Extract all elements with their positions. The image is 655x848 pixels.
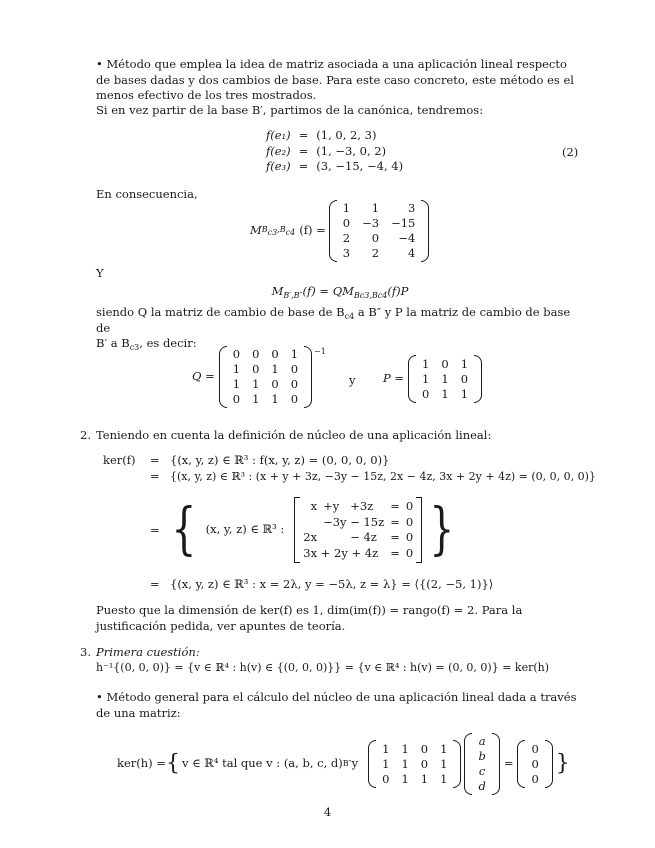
matrix-cell: 1 <box>420 771 429 786</box>
ker-h-equation: ker(h) = { v ∈ ℝ⁴ tal que v : (a, b, c, d) B″ y 1 1 0 1 1 1 0 1 0 1 1 1 a b c d = 0 0 0 } <box>117 734 570 793</box>
matrix-p <box>416 357 474 402</box>
matrix-cell: 1 <box>382 741 390 756</box>
matrix-cell: 1 <box>271 362 279 376</box>
right-brace: } <box>555 751 570 777</box>
vector-cell: a <box>478 734 486 748</box>
matrix-cell: 2 <box>342 231 351 245</box>
sys-term: − 4z <box>350 530 377 544</box>
matrix-cell: 0 <box>420 741 429 756</box>
matrix-m <box>337 201 422 261</box>
eq2-rel: = <box>298 159 309 173</box>
matrix-q-equation <box>192 346 326 408</box>
matrix-cell: 0 <box>232 347 241 361</box>
eq2-rhs: (1, 0, 2, 3) <box>316 128 377 142</box>
matrix-cell: 0 <box>271 377 279 391</box>
eq2-rel: = <box>298 143 309 158</box>
matrix-cell: 1 <box>440 771 448 786</box>
sys-term: +y <box>323 499 340 513</box>
right-paren <box>304 346 312 408</box>
matrix-cell: 0 <box>290 377 299 391</box>
matrix-cell: 0 <box>290 392 299 406</box>
m-label-sub2: c3 <box>267 227 278 237</box>
sys-rhs: 0 <box>405 514 414 529</box>
eq2-rhs: (3, −15, −4, 4) <box>316 159 404 173</box>
matrix-cell: 3 <box>408 201 416 215</box>
item-3-metodo: • Método general para el cálculo del núcleo de una aplicación lineal dada a través de una matriz: <box>96 690 577 720</box>
matrix-h <box>376 742 453 787</box>
equation-number: (2) <box>562 145 579 159</box>
right-paren <box>453 740 461 788</box>
m-label-sub: B <box>261 224 268 234</box>
matrix-cell: 0 <box>271 347 279 361</box>
vector-cell: d <box>478 779 486 793</box>
matrix-cell: 1 <box>382 756 390 771</box>
equation-2 <box>262 128 407 175</box>
matrix-m-equation <box>250 200 429 262</box>
right-bracket <box>416 497 422 563</box>
eq2-lhs: f(e₁) <box>266 128 291 142</box>
eq-sign: = <box>150 577 160 591</box>
matrix-cell: 1 <box>401 741 409 756</box>
eq2-rhs: (1, −3, 0, 2) <box>316 143 387 158</box>
matrix-cell: 1 <box>252 377 260 391</box>
item-3-line: h⁻¹{(0, 0, 0)} = {v ∈ ℝ⁴ : h(v) ∈ {(0, 0, 0)}} = {v ∈ ℝ⁴ : h(v) = (0, 0, 0)} = ker(h) <box>96 661 550 674</box>
matrix-cell: 0 <box>290 362 299 376</box>
vector-cell: 0 <box>531 756 539 771</box>
matrix-cell: 0 <box>232 392 241 406</box>
matrix-cell: 0 <box>460 371 469 386</box>
left-paren <box>517 740 525 788</box>
sys-term: 2x <box>303 530 318 544</box>
eq-change-sub: Bc3,Bc4 <box>353 291 388 300</box>
matrix-cell: 3 <box>342 246 351 260</box>
text-run: siendo Q la matriz de cambio de base de B <box>96 305 345 319</box>
matrix-cell: 0 <box>371 231 380 245</box>
ker-f-line1: {(x, y, z) ∈ ℝ³ : f(x, y, z) = (0, 0, 0, 0)} <box>170 453 390 467</box>
paragraph-consecuencia: En consecuencia, <box>96 187 198 201</box>
matrix-cell: 1 <box>271 392 279 406</box>
matrix-cell: 1 <box>440 741 448 756</box>
eq-sign: = <box>503 756 514 771</box>
ker-f-line2: {(x, y, z) ∈ ℝ³ : (x + y + 3z, −3y − 15z, 2x − 4z, 3x + 2y + 4z) = (0, 0, 0, 0)} <box>170 470 596 483</box>
matrix-cell: 1 <box>232 377 241 391</box>
zero-vector <box>525 742 544 787</box>
paragraph-si-vez: Si en vez partir de la base B′, partimos de la canónica, tendremos: <box>96 103 484 117</box>
sys-eq: = <box>390 530 400 544</box>
sys-term: 3x + 2y + 4z <box>303 545 379 560</box>
vector-cell: b <box>478 749 486 763</box>
inverse-exponent: −1 <box>314 347 326 356</box>
sys-eq: = <box>390 499 400 513</box>
matrix-cell: 0 <box>342 216 351 230</box>
eq-sign: = <box>150 469 160 483</box>
paragraph-siendo <box>96 305 584 352</box>
vector-cell: 0 <box>531 741 539 756</box>
matrix-q <box>227 347 304 407</box>
sys-rhs: 0 <box>405 545 414 560</box>
eq2-lhs: f(e₃) <box>266 159 291 173</box>
eq2-rel: = <box>298 128 309 142</box>
vector-cell: c <box>478 764 486 778</box>
left-paren <box>219 346 227 408</box>
matrix-cell: −4 <box>398 231 416 245</box>
matrix-cell: 1 <box>441 386 449 401</box>
system-set <box>166 497 460 563</box>
matrix-cell: 0 <box>252 347 260 361</box>
m-label-tail: (f) = <box>299 223 326 238</box>
eq-sign: = <box>150 523 160 537</box>
matrix-cell: 0 <box>252 362 260 376</box>
text-run: , es decir: <box>139 336 197 350</box>
sys-term: x <box>310 499 318 513</box>
sys-eq: = <box>390 545 400 560</box>
sys-term: −3y − 15z <box>323 514 385 529</box>
matrix-cell: 1 <box>422 371 430 386</box>
right-paren <box>545 740 553 788</box>
page-number: 4 <box>323 805 332 819</box>
matrix-cell: 1 <box>232 362 241 376</box>
m-label-sub3: ,B <box>277 224 286 234</box>
matrix-cell: 1 <box>371 201 380 215</box>
paragraph-metodo: • Método que emplea la idea de matriz asociada a una aplicación lineal respecto de bases dadas y dos cambios de base. Para este caso concreto, este método es el menos efectivo de los tres mostrados. <box>96 57 574 102</box>
matrix-cell: 1 <box>460 386 469 401</box>
ker-f-line4: {(x, y, z) ∈ ℝ³ : x = 2λ, y = −5λ, z = λ} = ⟨{(2, −5, 1)}⟩ <box>170 577 494 591</box>
matrix-cell: 4 <box>408 246 416 260</box>
eq-change-part: (f)P <box>387 284 409 298</box>
text-run: a B″ y P la matriz de cambio de base de <box>96 305 571 335</box>
sys-term: +3z <box>350 499 374 513</box>
right-paren <box>492 733 500 795</box>
item-2-intro: Teniendo en cuenta la definición de núcleo de una aplicación lineal: <box>96 428 492 442</box>
eq-change-part: M <box>271 284 284 298</box>
set-head: (x, y, z) ∈ ℝ³ : <box>205 522 285 537</box>
matrix-cell: 1 <box>440 756 448 771</box>
text-sub: c4 <box>344 312 355 321</box>
matrix-cell: 1 <box>342 201 351 215</box>
linear-system <box>300 499 416 561</box>
ker-h-text: v ∈ ℝ⁴ tal que v : (a, b, c, d) <box>181 756 343 771</box>
matrix-cell: 1 <box>401 771 409 786</box>
matrix-cell: 0 <box>422 386 430 401</box>
matrix-cell: 1 <box>401 756 409 771</box>
matrix-cell: −15 <box>391 216 416 230</box>
matrix-cell: 1 <box>290 347 299 361</box>
ker-h-lhs: ker(h) = <box>117 756 166 771</box>
text-sub: c3 <box>129 343 140 352</box>
left-brace: { <box>171 497 197 562</box>
right-brace: } <box>429 497 455 562</box>
m-label: M <box>250 223 262 238</box>
matrix-cell: 0 <box>420 756 429 771</box>
p-label: P = <box>383 371 405 386</box>
right-paren <box>421 200 429 262</box>
matrix-cell: −3 <box>362 216 380 230</box>
paragraph-y: Y <box>96 266 104 280</box>
sys-eq: = <box>390 514 400 529</box>
matrix-cell: 0 <box>382 771 390 786</box>
matrix-cell: 1 <box>441 371 449 386</box>
item-2-number: 2. <box>80 428 91 442</box>
eq-change-sub: B′,B″ <box>283 291 303 300</box>
equation-change-of-basis <box>96 284 584 300</box>
q-label: Q = <box>192 369 215 384</box>
ker-f-lhs: ker(f) <box>103 453 136 467</box>
left-paren <box>329 200 337 262</box>
matrix-cell: 1 <box>422 356 430 371</box>
matrix-cell: 1 <box>252 392 260 406</box>
left-paren <box>464 733 472 795</box>
item-3-title: Primera cuestión: <box>96 645 200 659</box>
sys-rhs: 0 <box>405 499 414 513</box>
text-run: B′ a B <box>96 336 130 350</box>
vector-abcd <box>472 734 491 794</box>
matrix-p-equation <box>383 355 482 403</box>
vector-cell: 0 <box>531 771 539 786</box>
matrix-cell: 0 <box>441 356 449 371</box>
eq-sign: = <box>150 453 160 467</box>
item-3-number: 3. <box>80 645 91 659</box>
matrix-cell: 1 <box>460 356 469 371</box>
left-paren <box>408 355 416 403</box>
item-2-conclusion: Puesto que la dimensión de ker(f) es 1, dim(im(f)) = rango(f) = 2. Para la justificación pedida, ver apuntes de teoría. <box>96 603 523 633</box>
eq2-lhs: f(e₂) <box>266 143 291 158</box>
eq-change-part: (f) = QM <box>302 284 354 298</box>
matrix-cell: 2 <box>371 246 380 260</box>
left-paren <box>368 740 376 788</box>
m-label-sub4: c4 <box>285 227 296 237</box>
sys-rhs: 0 <box>405 530 414 544</box>
conjunction-y: y <box>349 373 356 387</box>
ker-h-y: y <box>351 756 359 771</box>
left-brace: { <box>165 751 180 777</box>
right-paren <box>474 355 482 403</box>
